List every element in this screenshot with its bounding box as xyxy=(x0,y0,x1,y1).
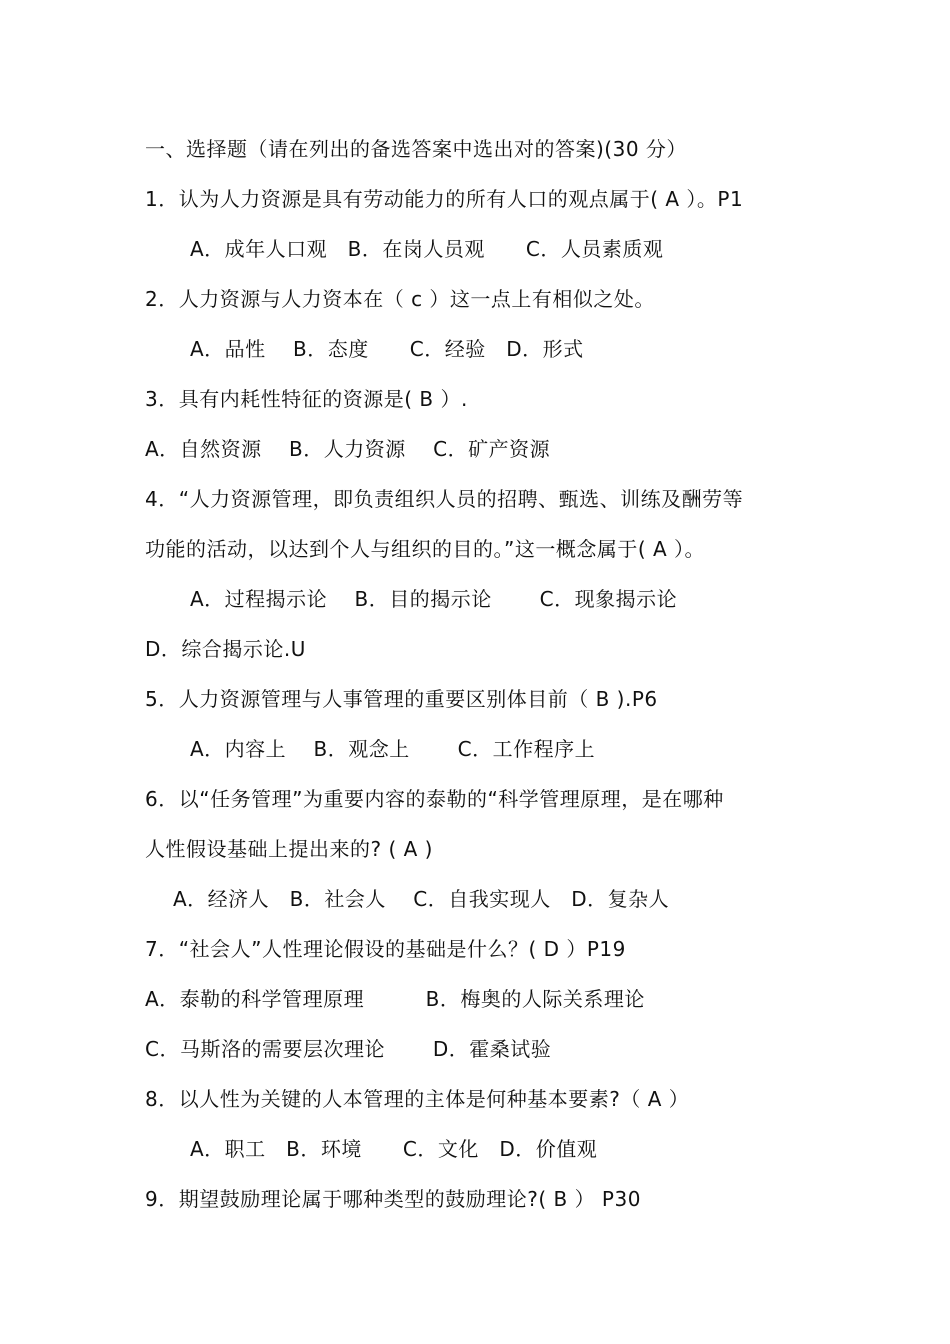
question-5: 5．人力资源管理与人事管理的重要区别体目前（ B ).P6 xyxy=(145,687,658,711)
section-heading: 一、选择题（请在列出的备选答案中选出对的答案)(30 分） xyxy=(145,137,687,161)
question-7-options-ab: A．泰勒的科学管理原理 B．梅奥的人际关系理论 xyxy=(145,987,645,1011)
question-8-options: A．职工 B．环境 C．文化 D．价值观 xyxy=(190,1137,598,1161)
question-5-options: A．内容上 B．观念上 C．工作程序上 xyxy=(190,737,596,761)
question-7: 7．“社会人”人性理论假设的基础是什么？( D ）P19 xyxy=(145,937,626,961)
question-3: 3．具有内耗性特征的资源是( B ）. xyxy=(145,387,468,411)
question-1: 1．认为人力资源是具有劳动能力的所有人口的观点属于( A ）。P1 xyxy=(145,187,744,211)
question-8: 8．以人性为关键的人本管理的主体是何种基本要素?（ A ） xyxy=(145,1087,690,1111)
question-4-line-2: 功能的活动，以达到个人与组织的目的。”这一概念属于( A ）。 xyxy=(145,537,706,561)
question-2: 2．人力资源与人力资本在（ c ）这一点上有相似之处。 xyxy=(145,287,655,311)
question-6-line-2: 人性假设基础上提出来的? ( A ) xyxy=(145,837,433,861)
question-6-line-1: 6．以“任务管理”为重要内容的泰勒的“科学管理原理，是在哪种 xyxy=(145,787,724,811)
question-3-options: A．自然资源 B．人力资源 C．矿产资源 xyxy=(145,437,551,461)
question-9: 9．期望鼓励理论属于哪种类型的鼓励理论?( B ） P30 xyxy=(145,1187,641,1211)
question-4-options: A．过程揭示论 B．目的揭示论 C．现象揭示论 xyxy=(190,587,678,611)
question-6-options: A．经济人 B．社会人 C．自我实现人 D．复杂人 xyxy=(173,887,670,911)
question-1-options: A．成年人口观 B．在岗人员观 C．人员素质观 xyxy=(190,237,664,261)
question-4-line-1: 4．“人力资源管理，即负责组织人员的招聘、甄选、训练及酬劳等 xyxy=(145,487,744,511)
question-4-option-d: D．综合揭示论.U xyxy=(145,637,306,661)
question-7-options-cd: C．马斯洛的需要层次理论 D．霍桑试验 xyxy=(145,1037,552,1061)
question-2-options: A．品性 B．态度 C．经验 D．形式 xyxy=(190,337,584,361)
